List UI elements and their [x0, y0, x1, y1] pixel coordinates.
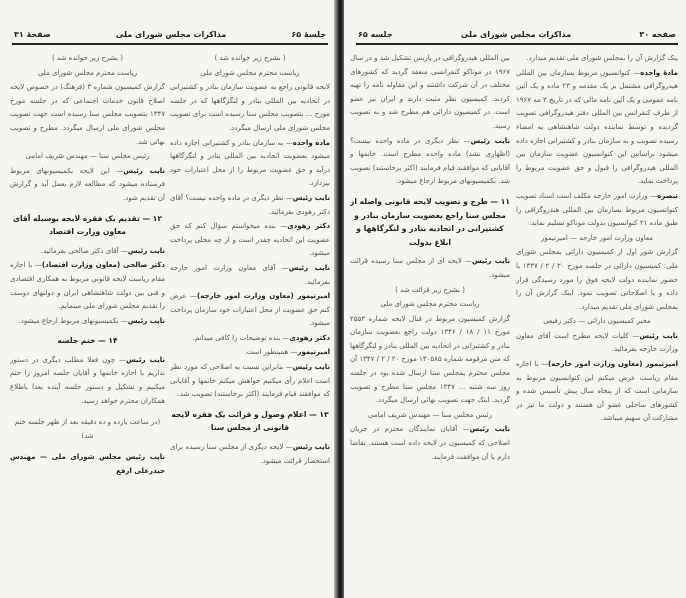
addressee: ریاست محترم مجلس شورای ملی	[200, 68, 300, 77]
paragraph: گزارش شور اول از کمیسیون دارائی بمجلس شورای ملی: کمیسیون دارائی در جلسه مورخ ۳۰ / ۲ / ۱۳۴۷ با حضور نماینده دولت لایحه فوق را مورد رسیدگی قرار داده و با اصلاحاتی تصویب نمود. اینک گزارش آن را بمجلس شورای ملی تقدیم میدارد.	[516, 248, 678, 311]
paragraph: ینک گزارش آن را بمجلس شورای ملی تقدیم میدارد.	[526, 54, 678, 62]
speech	[516, 358, 678, 426]
column-left	[10, 52, 165, 572]
addressee: ریاست محترم مجلس شورای ملی	[380, 300, 480, 309]
speech	[350, 423, 510, 464]
signature: معاون وزارت امور خارجه — امیرتیمور	[541, 233, 653, 242]
speech-text: — کنوانسیون مربوط بسازمان بین المللی هیدروگرافی مشتمل بر یک مقدمه و ۲۳ ماده و یک آئین نامه عمومی و یک آئین نامه مالی که در تاریخ ۳ مه ۱۹۶۷ از طرف کنفرانس بین المللی دفتر هیدروگرافی تصویب گردیده و توسط نماینده دولت شاهنشاهی به امضاء رسیده تصویب و به سازمان بنادر و کشتیرانی اجازه داده میشود براساس این کنوانسیون عضویت سازمان بین المللی هیدروگرافی را قبول و حق عضویت مربوط را پرداخت نماید.	[516, 68, 678, 186]
speaker: نایب رئیس	[470, 136, 510, 145]
speaker: ماده واحده	[292, 138, 330, 147]
speech-text: — آقایان نمایندگان محترم در جریان اصلاحی که کمیسیون در لایحه داده است هستند. تقاضا دارم با آن موافقت فرمایند.	[350, 425, 510, 461]
speech	[350, 135, 510, 189]
speech-text: — به سازمان بنادر و کشتیرانی اجازه داده میشود بعضویت اتحادیه بین المللی بنادر و لنگرگاهها درآید و حق عضویت مربوط را از محل اعتبارات خود بپردازد.	[170, 138, 330, 188]
speech	[516, 190, 678, 231]
left-page	[0, 0, 336, 598]
speech-text: — این لایحه بکمیسیونهای مربوط فرستاده میشود که مطالعه لازم بعمل آید و گزارش آن تقدیم شود.	[10, 166, 165, 202]
speech-text: — بنابراین نسبت به اصلاحی که مورد نظر است اعلام رأی میکنیم خواهش میکنم خانمها و آقایانی که موافقند قیام فرمایند (اکثر برخاستند) تصویب شد.	[170, 363, 330, 399]
session-number: جلسهٔ ۶۵	[291, 29, 326, 39]
speech	[516, 67, 678, 189]
running-title: مذاکرات مجلس شورای ملی	[460, 29, 572, 39]
speech	[170, 441, 330, 468]
speech-text: — نظر دیگری در ماده واحده نیست؟ (اظهاری نشد) ماده واحده مطرح است. خانمها و آقایانی که موافقند قیام فرمایند (اکثر برخاستند) تصویب شد. بکمیسیونهای مربوط ارجاع میشود.	[350, 136, 510, 186]
page-number: صفحهٔ ۳۱	[14, 29, 51, 39]
speech	[170, 361, 330, 402]
speaker: تبصره	[657, 191, 678, 200]
addressee: ریاست محترم مجلس شورای ملی	[37, 68, 138, 77]
paragraph: گزارش کمیسیون مربوط در قبال لایحه شماره ۲۵۵۳ مورخ ۱۱ / ۱۸ / ۱۳۴۶ دولت راجع بعضویت سازمان بنادر و کشتیرانی در اتحادیه بین المللی بنادر و لنگرگاهها که متن مرقومه شماره ۱۳۰۵۸۵ مورخ ۲۰ / ۲ / ۱۳۴۷ آن مجلس محترم بمجلس سنا ارسال شده بود در جلسه روز سه شنبه ... ۱۳۴۷ مجلس سنا مطرح و تصویب گردید. اینک جهت تصویب نهائی ارسال میگردد.	[350, 314, 510, 405]
speaker: امیرتیمور (معاون وزارت امور خارجه)	[548, 360, 678, 369]
column-right	[516, 52, 678, 572]
speaker: دکتر رهودی	[287, 222, 330, 231]
speech-text: — بنده توضیحات را کافی میدانم.	[192, 333, 290, 342]
speech-text: — بکمیسیونهای مربوط ارجاع میشود.	[18, 316, 128, 325]
speech	[10, 315, 165, 329]
speaker: نایب رئیس	[292, 363, 330, 372]
section-heading: ۱۴ — ختم جلسه	[57, 336, 118, 346]
speech-text: — بنده میخواستم سؤال کنم که حق عضویت این اتحادیه چقدر است و از چه محلی پرداخت میشود.	[170, 222, 330, 258]
speech	[170, 192, 330, 219]
speech	[170, 262, 330, 289]
speech	[10, 245, 165, 259]
section-heading: ۱۲ — تقدیم یک فقره لایحه بوسیله آقای معاون وزارت اقتصاد	[12, 213, 163, 237]
speech	[170, 332, 330, 346]
note: ( بشرح زیر خوانده شد )	[51, 54, 124, 62]
speech	[10, 354, 165, 408]
speech-text: — لایحه دیگری از مجلس سنا رسیده برای استحضار قرائت میشود.	[170, 443, 330, 465]
speech	[10, 259, 165, 313]
speech-text: — با اجازه مقام ریاست عرض میکنم این کنوانسیون مربوط به سازمانی است که از پنجاه سال پیش تأسیس شده و کشورهای ساحلی عضو آن هستند و دولت ما نیز در مشارکت آن سهیم میباشد.	[516, 360, 678, 423]
speech-text: — چون فعلا مطلب دیگری در دستور نداریم با اجازه خانمها و آقایان جلسه امروز را ختم میکنیم و تشکیل و دستور جلسه آینده بعدا باطلاع همکاران محترم خواهد رسید.	[10, 355, 165, 405]
speaker: نایب رئیس	[127, 246, 165, 255]
speech	[10, 165, 165, 206]
speaker: نایب رئیس	[288, 263, 330, 272]
speech	[170, 137, 330, 191]
session-number: جلسه ۶۵	[358, 29, 393, 39]
signature: رئیس مجلس سنا — مهندس شریف امامی	[368, 410, 492, 419]
speech-text: — عرض کنم حق عضویت از محل اعتبارات خود سازمان پرداخت میشود.	[170, 292, 330, 328]
speaker: نایب رئیس	[127, 316, 165, 325]
running-title: مذاکرات مجلس شورای ملی	[115, 29, 227, 39]
speech-text: — کلیات لایحه مطرح است آقای معاون وزارت خارجه بفرمائید.	[516, 331, 678, 354]
speaker: نایب رئیس	[126, 355, 165, 364]
header-rule	[12, 43, 328, 45]
note: ( بشرح زیر قرائت شد )	[395, 285, 465, 294]
speaker: امیرتیمور	[297, 348, 330, 357]
speech-text: — نظر دیگری در ماده واحده نیست؟ آقای دکتر رهودی بفرمائید.	[170, 193, 330, 216]
section-heading: ۱۳ — اعلام وصول و قرائت یک فقره لایحه قانونی از مجلس سنا	[171, 409, 329, 433]
speech	[170, 220, 330, 261]
speech-text: — با اجازه مقام ریاست لایحه قانونی مربوط به همکاری اقتصادی و فنی بین دولت شاهنشاهی ایران و دولتهای دوست را تقدیم مجلس شورای ملی مینمایم.	[10, 261, 165, 311]
speech-text: — لایحه ای از مجلس سنا رسیده قرائت میشود.	[350, 257, 510, 279]
speaker: دکتر صالحی (معاون وزارت اقتصاد)	[41, 261, 165, 270]
speech-text: — آقای معاون وزارت امور خارجه بفرمائید.	[170, 263, 330, 286]
column-right	[170, 52, 330, 572]
speaker: نایب رئیس	[471, 257, 510, 266]
paragraph: لایحه قانونی راجع به عضویت سازمان بنادر و کشتیرانی در اتحادیه بین المللی بنادر و لنگرگاهها که در جلسه مورخ ... بتصویب مجلس سنا رسیده است برای تصویب مجلس شورای ملی ارسال میگردد.	[170, 83, 330, 132]
speaker: امیرتیمور (معاون وزارت امور خارجه)	[197, 292, 330, 301]
paragraph: گزارش کمیسیون شماره ۳ (فرهنگ) در خصوص لایحه اصلاح قانون خدمات اجتماعی که در جلسه مورخ ۱۳۴۷ بتصویب مجلس سنا رسیده است جهت تصویب مجلس شورای ملی ارسال میگردد. مطرح و تصویب نهائی شد.	[10, 83, 165, 146]
header-rule	[356, 43, 678, 45]
speaker: دکتر رهودی	[289, 333, 330, 342]
speech	[350, 255, 510, 282]
speech	[170, 346, 330, 360]
speaker: نایب رئیس	[639, 331, 678, 340]
speaker: مادهٔ واحده	[640, 68, 678, 77]
speaker: نایب رئیس	[123, 166, 165, 175]
page-number: صفحه ۳۰	[639, 29, 676, 39]
speech	[516, 330, 678, 357]
speech-text: — آقای دکتر صالحی بفرمائید.	[40, 246, 128, 255]
page-header	[358, 27, 676, 41]
note: ( بشرح زیر خوانده شد )	[214, 54, 286, 62]
right-page	[344, 0, 686, 598]
signature: مخبر کمیسیون دارائی — دکتر رفیعی	[543, 317, 651, 326]
speaker: نایب رئیس	[469, 425, 510, 434]
speaker: نایب رئیس	[292, 443, 330, 452]
speaker: نایب رئیس	[292, 193, 330, 202]
closing-note: (در ساعت یازده و ده دقیقه بعد از ظهر جلسه ختم شد)	[14, 418, 161, 440]
speech-text: — همینطور است.	[244, 348, 298, 357]
page-header	[14, 27, 326, 41]
section-heading: ۱۱ — طرح و تصویب لایحه قانونی واصله از مجلس سنا راجع بعضویت سازمان بنادر و کشتیرانی در اتحادیه بنادر و لنگرگاهها و ابلاغ بدولت	[350, 196, 510, 247]
speech	[170, 290, 330, 331]
signature: رئیس مجلس سنا — مهندس شریف امامی	[25, 152, 150, 161]
signature: نایب رئیس مجلس شورای ملی — مهندس حیدرعلی ارفع	[10, 453, 165, 476]
column-left	[350, 52, 510, 572]
speech-text: — وزارت امور خارجه مکلف است اسناد تصویب کنوانسیون مربوط بسازمان بین المللی هیدروگرافی را طبق ماده ۲۱ کنوانسیون بدولت موناکو تسلیم نماید.	[516, 191, 678, 228]
paragraph: بین المللی هیدروگرافی در پاریس تشکیل شد و در سال ۱۹۶۷ در موناکو کنفرانسی منعقد گردید که کشورهای مختلف در آن شرکت داشتند و این مقاوله نامه را تهیه کردند. کمیسیون نظر مثبت دارند و ایران نیز عضو است. در کمیسیون دارائی هم مطرح شد و به تصویب رسید.	[350, 54, 510, 130]
